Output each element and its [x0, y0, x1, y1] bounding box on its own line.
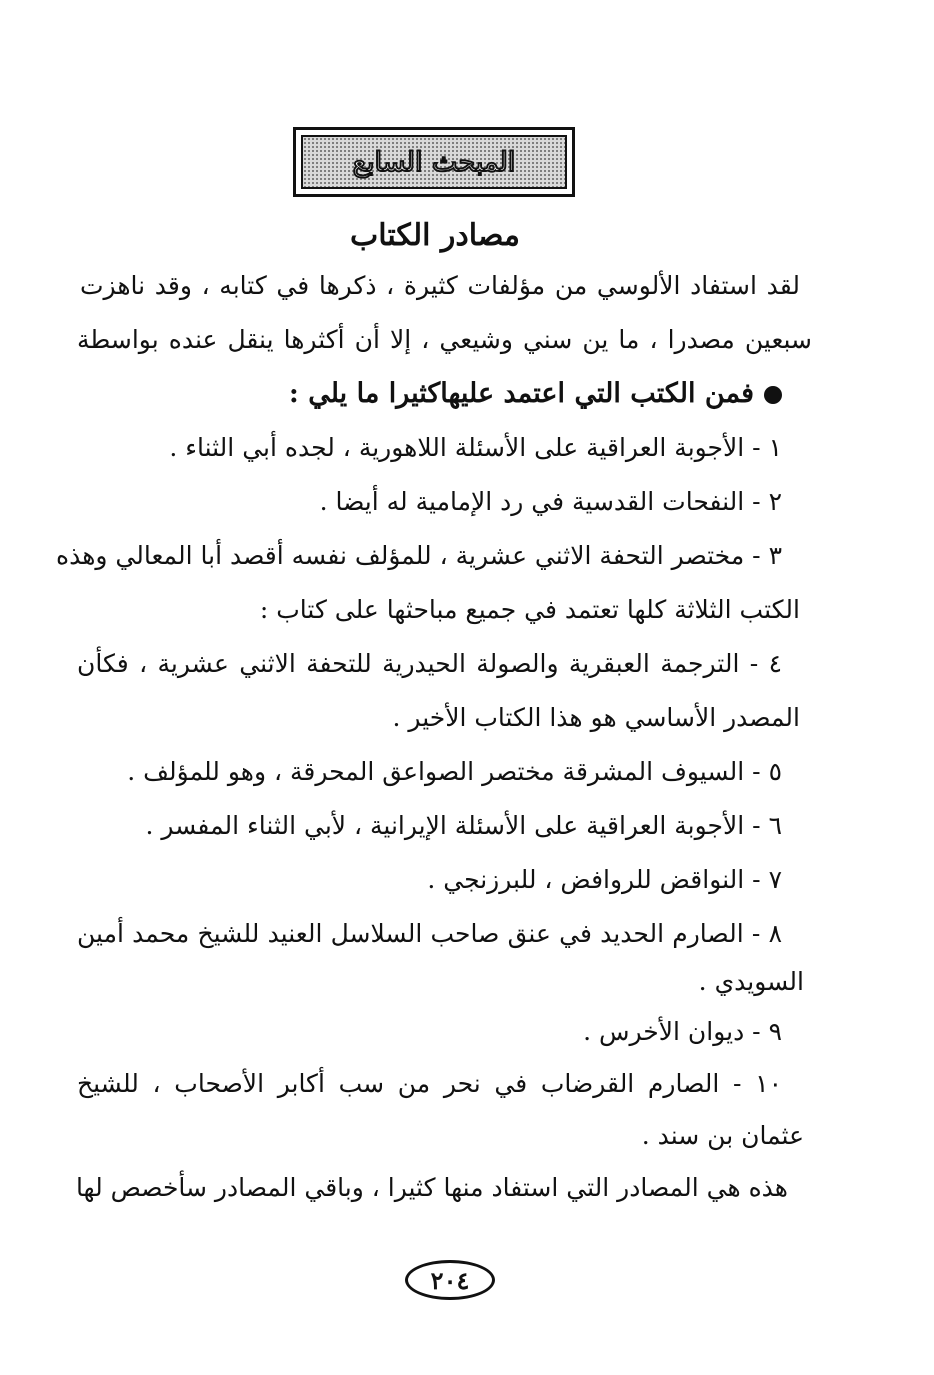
list-item: ٥ - السيوف المشرقة مختصر الصواعق المحرقة ، وهو للمؤلف .: [127, 757, 782, 786]
chapter-heading-frame: [293, 127, 575, 197]
intro-line: لقد استفاد الألوسي من مؤلفات كثيرة ، ذكرها في كتابه ، وقد ناهزت: [80, 271, 800, 300]
section-title: مصادر الكتاب: [350, 218, 520, 253]
list-item: ١ - الأجوبة العراقية على الأسئلة اللاهورية ، لجده أبي الثناء .: [169, 433, 782, 462]
list-item: ٨ - الصارم الحديد في عنق صاحب السلاسل العنيد للشيخ محمد أمين: [77, 919, 782, 948]
list-item: ١٠ - الصارم القرضاب في نحر من سب أكابر الأصحاب ، للشيخ: [77, 1069, 782, 1098]
list-item-continuation: المصدر الأساسي هو هذا الكتاب الأخير .: [392, 703, 800, 732]
chapter-heading: المبحث السابع: [352, 146, 516, 178]
list-item: ٢ - النفحات القدسية في رد الإمامية له أيضا .: [319, 487, 782, 516]
intro-line: سبعين مصدرا ، ما ين سني وشيعي ، إلا أن أكثرها ينقل عنده بواسطة: [77, 325, 812, 354]
bullet-icon: [764, 386, 782, 404]
list-item: ٣ - مختصر التحفة الاثني عشرية ، للمؤلف نفسه أقصد أبا المعالي وهذه: [56, 541, 782, 570]
list-item-continuation: عثمان بن سند .: [641, 1121, 804, 1150]
page-number: [405, 1260, 495, 1300]
list-heading: [289, 374, 782, 414]
closing-line: هذه هي المصادر التي استفاد منها كثيرا ، وباقي المصادر سأخصص لها: [75, 1173, 788, 1202]
chapter-heading-panel: [301, 135, 567, 189]
list-item-continuation: السويدي .: [698, 967, 804, 996]
list-item: ٧ - النواقض للروافض ، للبرزنجي .: [427, 865, 782, 894]
list-item-continuation: الكتب الثلاثة كلها تعتمد في جميع مباحثها على كتاب :: [259, 595, 800, 624]
list-item: ٩ - ديوان الأخرس .: [583, 1017, 782, 1046]
list-item: ٤ - الترجمة العبقرية والصولة الحيدرية للتحفة الاثني عشرية ، فكأن: [77, 649, 782, 678]
list-heading-text: فمن الكتب التي اعتمد عليهاكثيرا ما يلي :: [288, 378, 754, 409]
page-number-text: ٢٠٤: [430, 1265, 470, 1295]
list-item: ٦ - الأجوبة العراقية على الأسئلة الإيرانية ، لأبي الثناء المفسر .: [145, 811, 782, 840]
